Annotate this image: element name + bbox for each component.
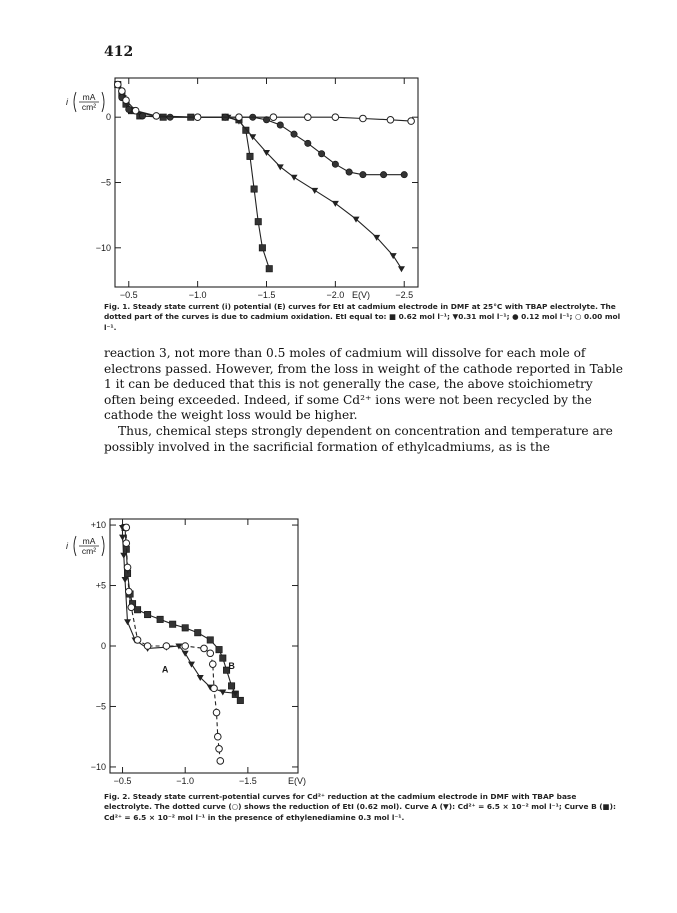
fig2-xtick-label: −0.5 (113, 776, 132, 786)
fig2-point-triangle (122, 577, 129, 583)
fig2-point-open-circle (217, 758, 224, 765)
fig2-point-triangle (124, 619, 131, 625)
fig2-point-open-circle (144, 643, 151, 650)
fig1-y-axis-unit-den: cm² (81, 102, 97, 112)
figure-2-caption: Fig. 2. Steady state current-potential curves for Cd²⁺ reduction at the cadmium electrode in DMF with TBAP base electrolyte. The dotted curve (○) shows the reduction of EtI (0.62 mol). Curve A (▼): Cd²⁺ = 6.5 × 10⁻² mol l⁻¹; Curve B (■): Cd²⁺ = 6.5 × 10⁻² mol l⁻¹ in the presence of ethylenediamine 0.3 mol l⁻¹. (104, 792, 616, 822)
fig1-xtick-label: −2.0 (326, 290, 345, 300)
fig2-annotation-A: A (161, 664, 169, 675)
fig2-point-open-circle (207, 650, 214, 657)
fig2-y-paren-right (102, 536, 104, 556)
fig2-plot (66, 519, 306, 786)
page-number: 412 (104, 44, 134, 60)
fig2-point-open-circle (126, 588, 133, 595)
fig2-point-triangle (188, 662, 195, 668)
fig2-point-square (169, 621, 175, 627)
fig2-ytick-label: 0 (100, 641, 106, 651)
fig2-series-1 (122, 524, 244, 703)
fig2-ytick-label: +5 (95, 580, 106, 591)
fig2-point-open-circle (182, 643, 189, 650)
body-paragraph-1: reaction 3, not more than 0.5 moles of cadmium will dissolve for each mole of electrons passed. However, from the loss in weight of the cathode reported in Table 1 it can be deduced that this is not generally the case, the above stoichiometry often being exceeded. Indeed, if some Cd²⁺ ions were not been recycled by the cathode the weight loss would be higher. (104, 346, 624, 423)
fig2-point-open-circle (124, 564, 131, 571)
fig2-x-axis-label: E(V) (288, 776, 306, 786)
fig1-ytick-label: −5 (100, 177, 111, 188)
fig2-point-square (207, 637, 213, 643)
fig2-point-square (195, 629, 201, 635)
fig1-xtick-label: −0.5 (119, 290, 138, 300)
fig2-y-axis-unit-num: mA (82, 536, 96, 546)
fig2-point-square (220, 655, 226, 661)
fig2-point-open-circle (216, 746, 223, 753)
fig2-point-open-circle (209, 661, 216, 668)
fig2-point-open-circle (201, 645, 208, 652)
fig2-point-open-circle (213, 709, 220, 716)
fig2-point-open-circle (128, 604, 135, 611)
fig1-ytick-label: −10 (95, 242, 111, 253)
fig2-ytick-label: −10 (90, 761, 106, 772)
fig2-point-open-circle (123, 540, 130, 547)
fig1-xtick-label: −1.0 (188, 290, 207, 300)
fig1-y-axis-unit-num: mA (82, 92, 96, 102)
fig2-point-square (134, 607, 140, 613)
fig2-point-square (182, 625, 188, 631)
fig1-y-axis-symbol: i (66, 97, 68, 107)
fig1-ytick-label: 0 (105, 112, 111, 123)
fig1-xtick-label: −1.5 (257, 290, 276, 300)
fig1-x-axis-label: E(V) (352, 290, 370, 300)
fig2-point-open-circle (134, 637, 141, 644)
figure-1-caption: Fig. 1. Steady state current (i) potential (E) curves for EtI at cadmium electrode in DMF at 25°C with TBAP electrolyte. The dotted part of the curves is due to cadmium oxidation. EtI equal to: ■ 0.62 mol l⁻¹; ▼0.31 mol l⁻¹; ● 0.12 mol l⁻¹; ○ 0.00 mol l⁻¹. (104, 302, 621, 332)
fig2-point-triangle (182, 651, 189, 657)
fig2-annotation-B: B (228, 660, 235, 671)
fig2-xtick-label: −1.0 (176, 776, 195, 786)
fig1-xtick-label: −2.5 (395, 290, 414, 300)
fig2-point-open-circle (211, 685, 218, 692)
fig2-y-paren-left (74, 536, 76, 556)
fig2-series-line (125, 528, 240, 701)
body-paragraph-2: Thus, chemical steps strongly dependent on concentration and temperature are possibly involved in the sacrificial formation of ethylcadmiums, as is the (104, 423, 613, 454)
fig2-y-axis-symbol: i (66, 541, 68, 551)
fig2-point-square (228, 683, 234, 689)
fig2-point-open-circle (123, 524, 130, 531)
fig2-point-open-circle (163, 643, 170, 650)
fig2-xtick-label: −1.5 (238, 776, 257, 786)
fig2-point-square (237, 697, 243, 703)
fig2-point-square (144, 611, 150, 617)
fig2-y-axis-unit-den: cm² (81, 546, 97, 556)
fig2-point-square (157, 616, 163, 622)
fig2-point-square (216, 646, 222, 652)
fig2-series-3 (123, 524, 224, 764)
fig2-ytick-label: +10 (90, 520, 106, 531)
fig2-ytick-label: −5 (95, 701, 106, 712)
fig2-y-axis-label (66, 536, 104, 556)
fig2-point-open-circle (214, 733, 221, 740)
